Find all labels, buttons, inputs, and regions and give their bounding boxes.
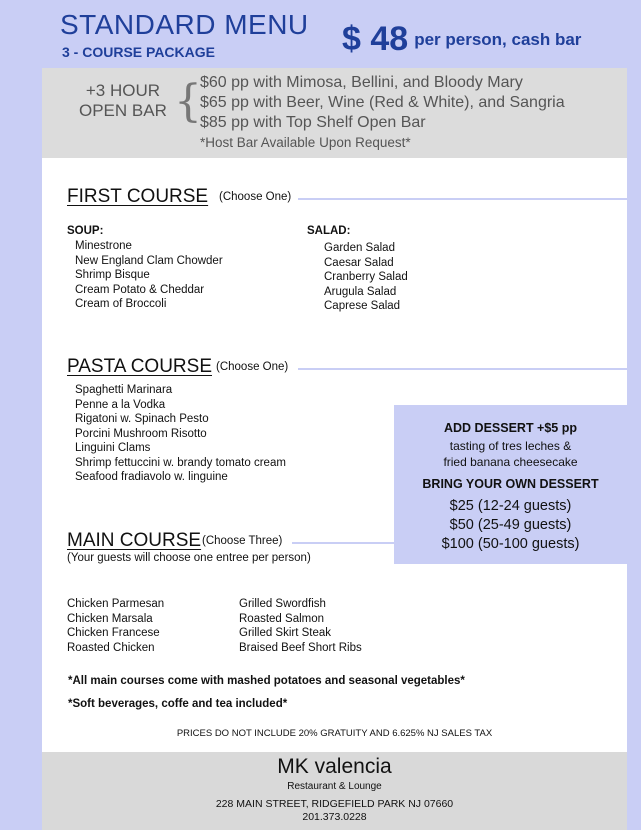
restaurant-phone: 201.373.0228 [302,811,367,823]
dessert-panel [394,405,627,564]
open-bar-label-line2: OPEN BAR [79,101,167,120]
pasta-course-choose: (Choose One) [216,361,289,373]
list-item: New England Clam Chowder [75,254,223,267]
restaurant-footer [42,752,627,830]
menu-subtitle: 3 - COURSE PACKAGE [62,44,215,60]
list-item: Braised Beef Short Ribs [239,641,362,654]
list-item: Cream of Broccoli [75,298,167,310]
list-item: Grilled Swordfish [239,598,326,610]
list-item: Chicken Parmesan [67,598,165,610]
pasta-course-title: PASTA COURSE [67,356,212,377]
main-course-choose: (Choose Three) [202,535,283,547]
list-item: Rigatoni w. Spinach Pesto [75,413,209,425]
list-item: Roasted Salmon [239,612,325,625]
list-item: Seafood fradiavolo w. linguine [75,471,228,483]
open-bar-options [200,73,565,133]
list-item: Shrimp fettuccini w. brandy tomato cream [75,456,286,469]
list-item: Garden Salad [324,242,395,254]
open-bar-label-line1: +3 HOUR [85,81,161,100]
list-item: Roasted Chicken [67,641,155,654]
dessert-price-tier: $100 (50-100 guests) [441,536,580,552]
list-item: Linguini Clams [75,442,151,454]
first-course-choose: (Choose One) [219,191,292,203]
open-bar-option: $65 pp with Beer, Wine (Red & White), and Sangria [200,94,565,111]
salad-list [324,241,408,314]
list-item: Spaghetti Marinara [75,384,173,396]
right-decor-strip [627,0,641,830]
restaurant-tagline: Restaurant & Lounge [287,781,382,792]
restaurant-address: 228 MAIN STREET, RIDGEFIELD PARK NJ 07660 [215,798,454,810]
dessert-desc-line: fried banana cheesecake [443,455,578,469]
section-divider [298,368,627,370]
open-bar-label [79,81,167,121]
list-item: Caprese Salad [324,300,401,312]
list-item: Caesar Salad [324,256,394,269]
pasta-list [75,383,286,485]
list-item: Grilled Skirt Steak [239,627,332,639]
brace-glyph: { [174,76,202,127]
list-item: Shrimp Bisque [75,269,150,281]
open-bar-option: $85 pp with Top Shelf Open Bar [200,114,426,131]
main-course-subnote: (Your guests will choose one entree per person) [67,552,311,564]
main-left-list [67,597,164,655]
price-note: per person, cash bar [414,29,582,49]
tax-disclaimer: PRICES DO NOT INCLUDE 20% GRATUITY AND 6.625% NJ SALES TAX [176,728,493,739]
list-item: Porcini Mushroom Risotto [75,427,207,440]
main-right-list [239,597,362,655]
list-item: Cranberry Salad [324,271,408,283]
left-decor-strip [0,0,42,830]
list-item: Minestrone [75,240,132,252]
menu-title: STANDARD MENU [60,9,309,40]
dessert-price-tier: $50 (25-49 guests) [449,517,572,533]
price-block [342,20,581,59]
section-divider [298,198,627,200]
list-item: Chicken Marsala [67,612,153,625]
price-amount: $ 48 [342,20,409,58]
add-dessert-title: ADD DESSERT +$5 pp [443,421,577,435]
restaurant-name: MK valencia [277,755,392,778]
open-bar-panel [42,68,627,158]
dessert-price-tier: $25 (12-24 guests) [449,498,572,514]
first-course-title: FIRST COURSE [67,186,209,207]
beverage-note: *Soft beverages, coffe and tea included* [68,698,288,710]
main-course-title: MAIN COURSE [67,530,202,551]
list-item: Penne a la Vodka [75,398,166,411]
dessert-description [394,438,627,470]
byo-dessert-title: BRING YOUR OWN DESSERT [422,477,599,491]
host-bar-note: *Host Bar Available Upon Request* [200,135,411,150]
salad-label: SALAD: [307,225,351,237]
dessert-desc-line: tasting of tres leches & [449,439,572,453]
main-course-note: *All main courses come with mashed potatoes and seasonal vegetables* [68,675,465,687]
section-divider [292,542,394,544]
list-item: Arugula Salad [324,285,397,298]
open-bar-option: $60 pp with Mimosa, Bellini, and Bloody Mary [200,74,523,91]
list-item: Cream Potato & Cheddar [75,283,205,296]
byo-dessert-prices [394,497,627,554]
soup-label: SOUP: [67,225,104,237]
menu-header [42,0,627,68]
soup-list [75,239,223,312]
list-item: Chicken Francese [67,627,160,639]
